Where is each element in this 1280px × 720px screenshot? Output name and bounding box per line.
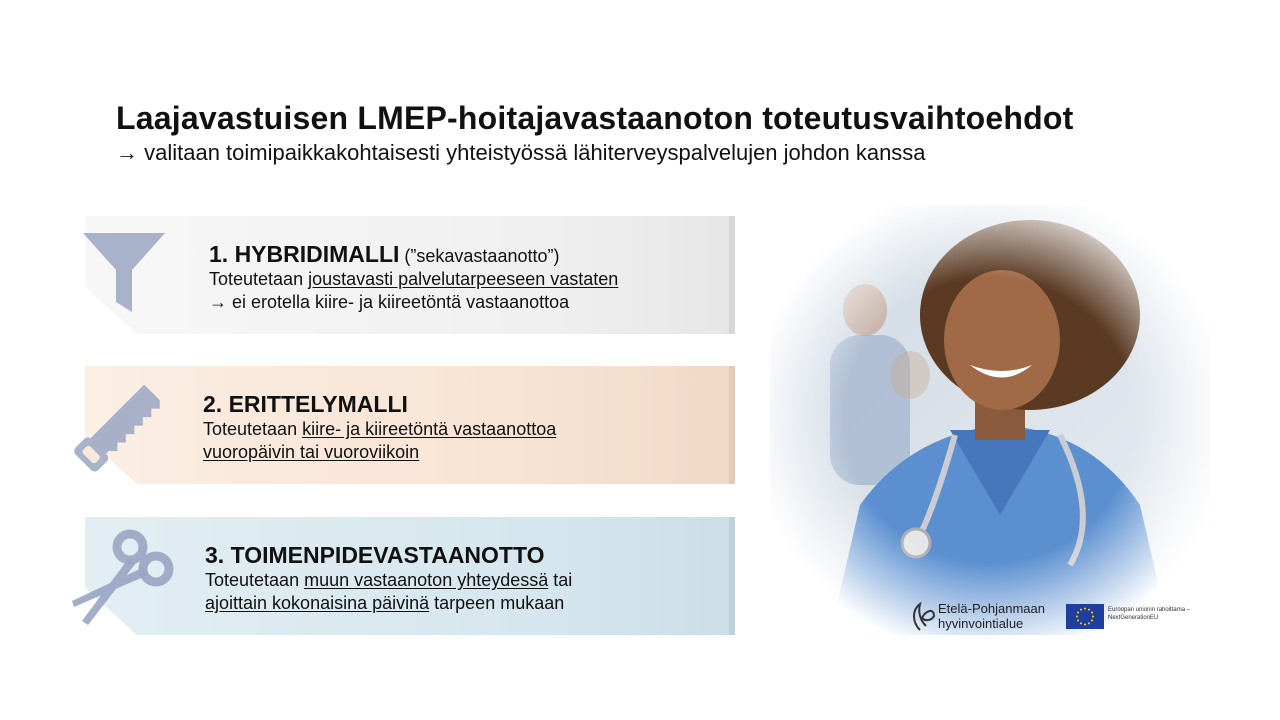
option-1-line2: → ei erotella kiire- ja kiireetöntä vastaanottoa (209, 292, 570, 312)
option-2-line1-prefix: Toteutetaan (203, 419, 303, 439)
saw-icon (68, 372, 178, 482)
option-3-line1-suffix: tai (548, 570, 573, 590)
option-2-text (203, 390, 556, 464)
option-1-line1 (209, 268, 618, 291)
option-3-line1 (205, 569, 572, 592)
eu-flag-icon (1066, 604, 1104, 629)
org-name-line2: hyvinvointialue (938, 616, 1024, 631)
option-3-line2-suffix: tarpeen mukaan (429, 593, 565, 613)
funnel-icon (80, 230, 170, 320)
option-3-line1-prefix: Toteutetaan (205, 570, 305, 590)
option-2-line1-underlined: kiire- ja kiireetöntä vastaanottoa (302, 419, 557, 439)
option-1-text (209, 240, 618, 314)
eu-funding-text (1108, 606, 1190, 622)
org-logo-text (938, 601, 1045, 631)
etela-pohjanmaa-logo-icon (908, 600, 938, 632)
option-3-line2 (205, 592, 572, 615)
option-2-line2 (203, 441, 556, 464)
option-3-title: 3. TOIMENPIDEVASTAANOTTO (205, 542, 545, 568)
option-3-line2-underlined: ajoittain kokonaisina päivinä (205, 593, 430, 613)
option-1-line1-underlined: joustavasti palvelutarpeeseen vastaten (308, 269, 619, 289)
org-name-line1: Etelä-Pohjanmaan (938, 601, 1045, 616)
option-1-title: 1. HYBRIDIMALLI (209, 241, 400, 267)
option-1-line1-prefix: Toteutetaan (209, 269, 309, 289)
eu-text-line1: Euroopan unionin rahoittama – (1108, 607, 1191, 613)
scissors-icon (70, 525, 180, 635)
page-title: Laajavastuisen LMEP-hoitajavastaanoton toteutusvaihtoehdot (116, 100, 1074, 136)
option-3-line1-underlined: muun vastaanoton yhteydessä (304, 570, 549, 590)
option-1-title-paren: (”sekavastaanotto”) (404, 246, 560, 266)
option-2-title: 2. ERITTELYMALLI (203, 391, 408, 417)
eu-text-line2: NextGenerationEU (1108, 615, 1159, 621)
option-1-title-row (209, 240, 618, 268)
page-subtitle: → valitaan toimipaikkakohtaisesti yhteistyössä lähiterveyspalvelujen johdon kanssa (116, 140, 926, 165)
option-2-line1 (203, 418, 556, 441)
nurse-photo (770, 205, 1210, 635)
option-2-line2-underlined: vuoropäivin tai vuoroviikoin (203, 442, 420, 462)
option-3-text (205, 541, 572, 615)
